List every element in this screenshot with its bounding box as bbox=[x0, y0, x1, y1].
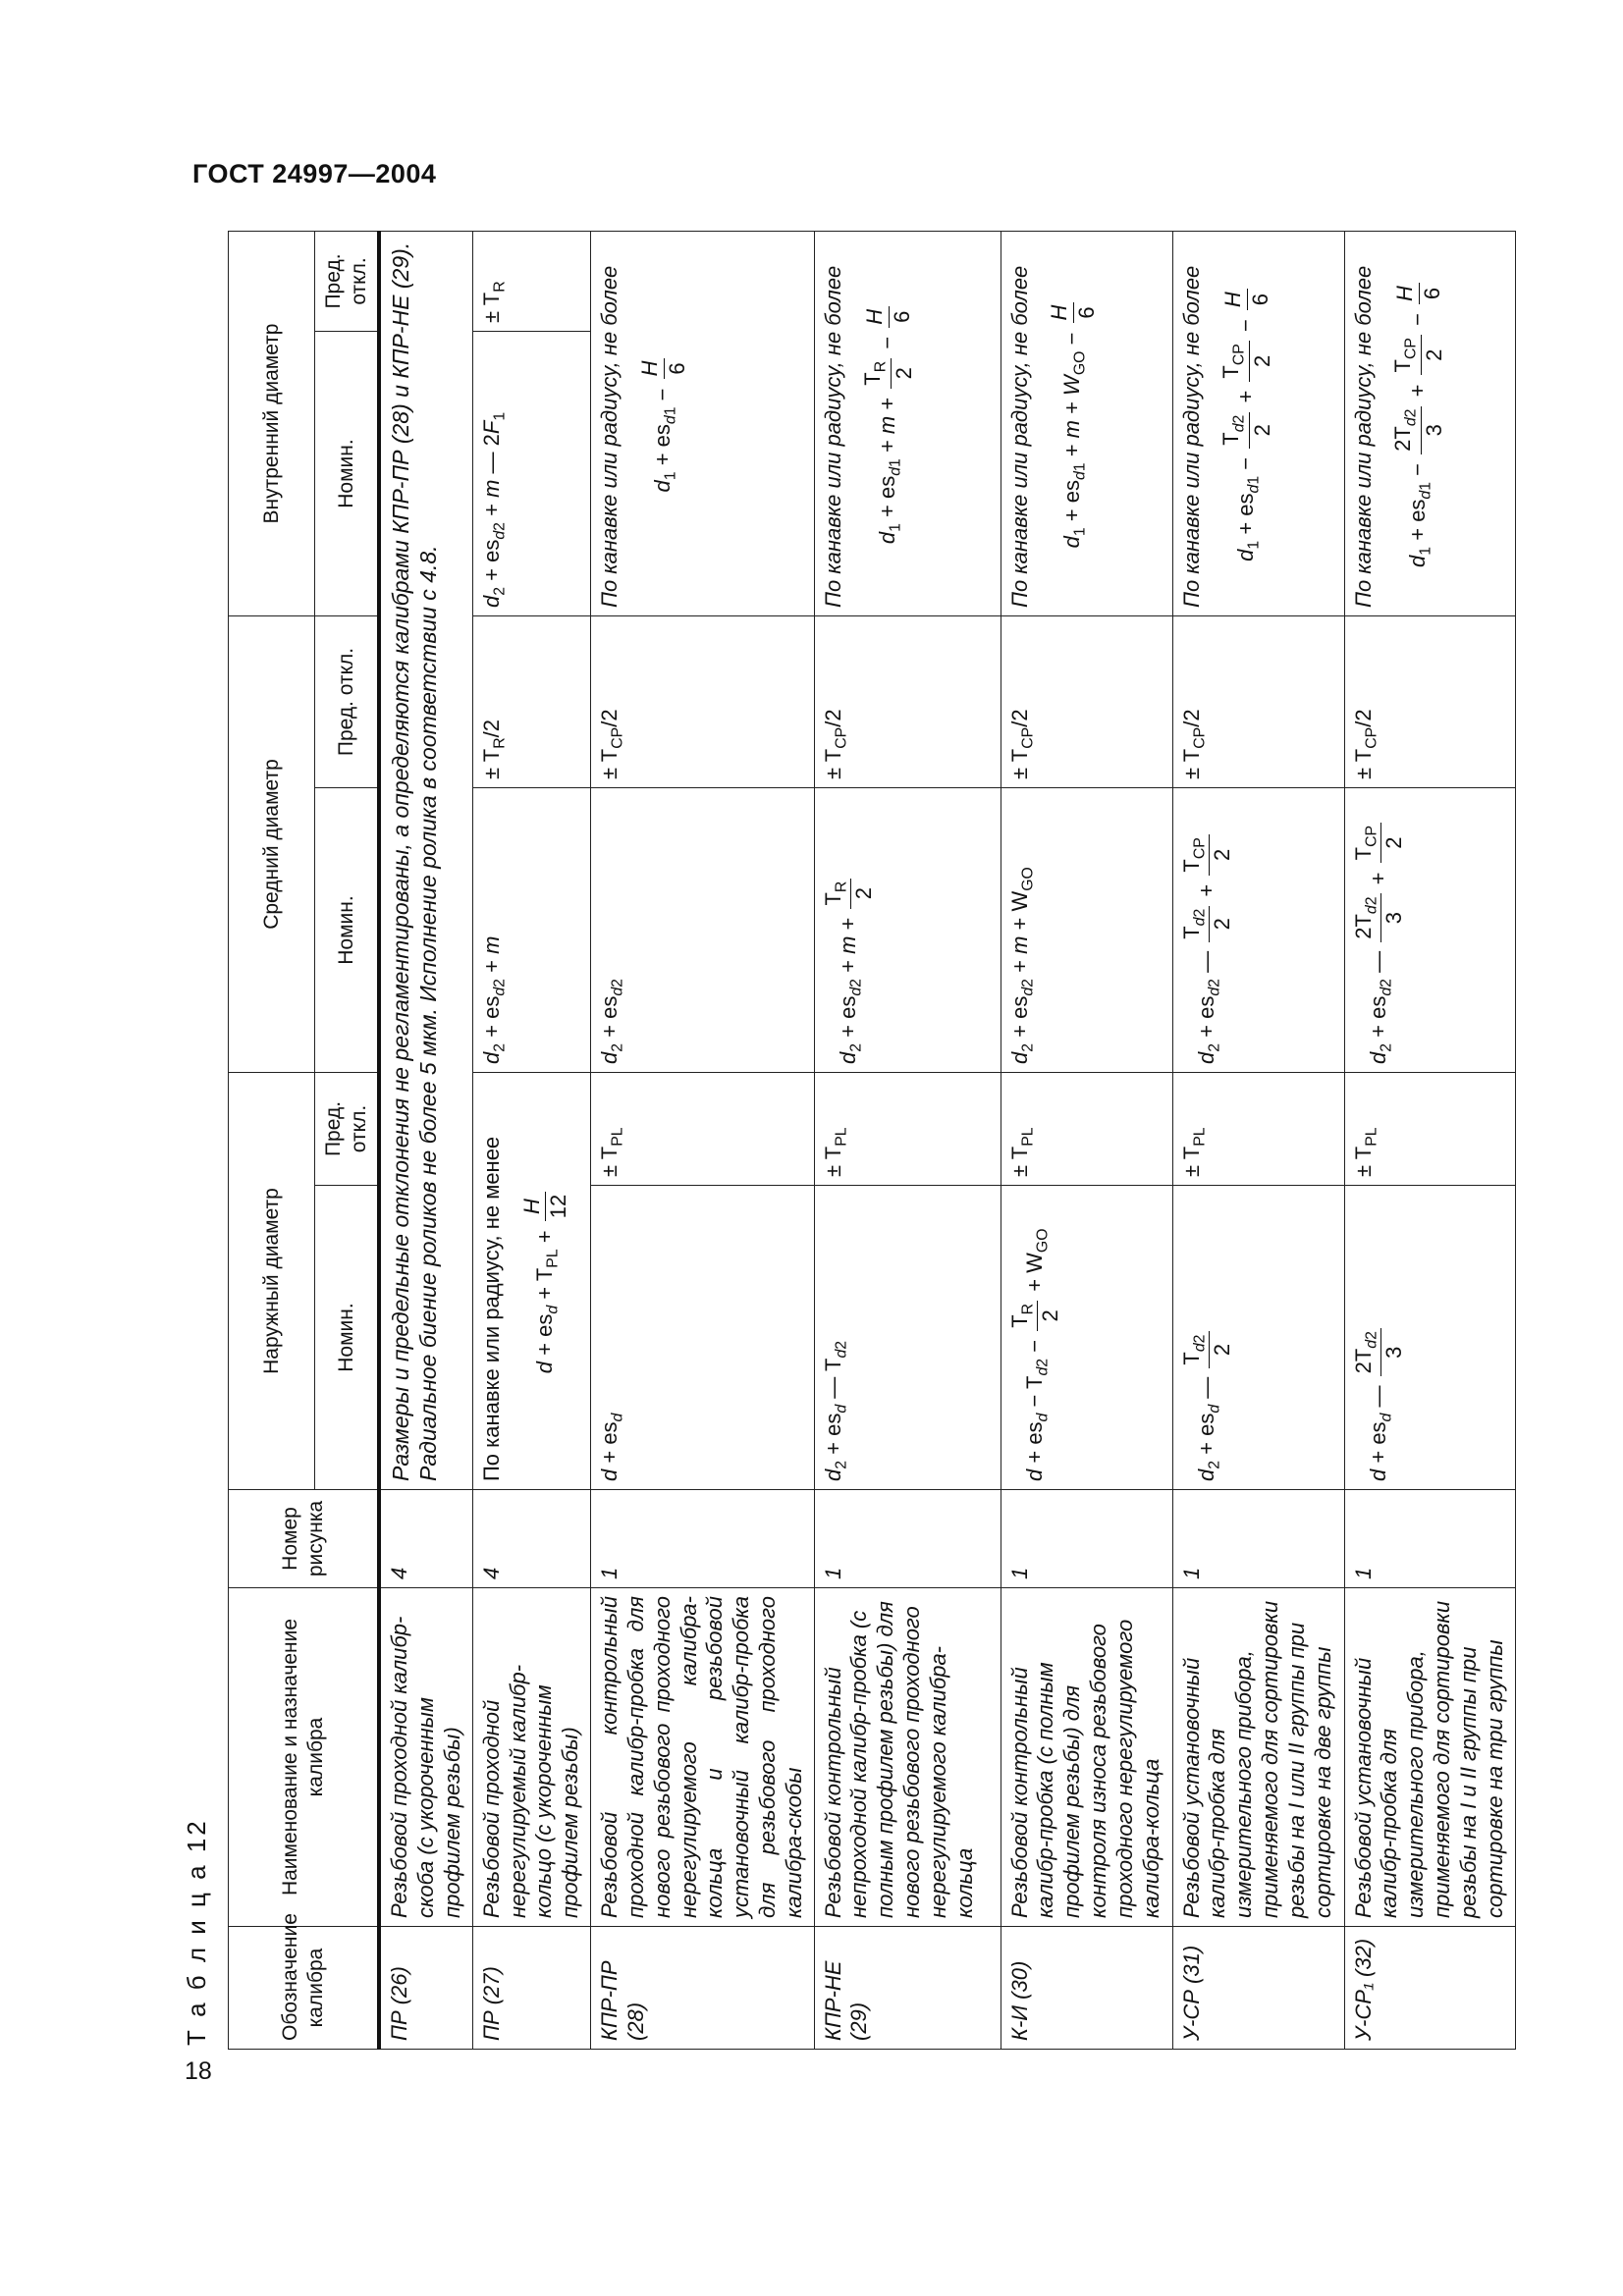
inner-formula: $d_1 + es_{d1}$ − $T_{d2}$ 2 + $T_{CP}$ 2 − H 6 bbox=[1218, 240, 1276, 608]
cell-mid-dev: ± $T_{CP}/2$ bbox=[1344, 616, 1515, 788]
cell-figure: 1 bbox=[814, 1490, 1001, 1588]
cell-outer-nom: $d + es_d$ bbox=[591, 1186, 815, 1490]
table-label: Т а б л и ц а 12 bbox=[182, 1818, 211, 2046]
cell-name: Резьбовой проходной нерегулируемый калибр-кольцо (с укороченным профилем резьбы) bbox=[472, 1588, 590, 1927]
cell-mid-dev: ± $T_{CP}/2$ bbox=[591, 616, 815, 788]
rotated-table-container bbox=[228, 232, 1507, 2050]
cell-outer-nom: $d_2 + es_d$ — $T_{d2}$ 2 bbox=[1172, 1186, 1344, 1490]
cell-outer-dev: ± $T_{PL}$ bbox=[1001, 1073, 1172, 1186]
page-number: 18 bbox=[185, 2057, 212, 2085]
cell-outer-nom: $d + es_d$ — $2T_{d2}$ 3 bbox=[1344, 1186, 1515, 1490]
document-header: ГОСТ 24997—2004 bbox=[192, 159, 437, 188]
col-outer-nom: Номин. bbox=[315, 1186, 380, 1490]
cell-name: Резьбовой контрольный непроходной калибр-пробка (с полным профилем резьбы) для нового резьбового проходного нерегулируемого калибра-кольца bbox=[814, 1588, 1001, 1927]
cell-inner bbox=[1172, 231, 1344, 615]
inner-nom-text: По канавке или радиусу, не более bbox=[820, 265, 845, 608]
table-row bbox=[591, 231, 815, 2049]
cell-code: КПР-НЕ (29) bbox=[814, 1927, 1001, 2050]
calibre-table bbox=[228, 231, 1516, 2050]
cell-name: Резьбовой контрольный проходной калибр-пробка для нового резьбового проходного нерегулируемого калибра-кольца и резьбовой установочный калибр-пробка для резьбового проходного калибра-скобы bbox=[591, 1588, 815, 1927]
cell-name: Резьбовой установочный калибр-пробка для измерительного прибора, применяемого для сортировки резьбы на I и II группы при сортировке на три группы bbox=[1344, 1588, 1515, 1927]
col-outer-dev: Пред. откл. bbox=[315, 1073, 380, 1186]
cell-inner bbox=[1001, 231, 1172, 615]
cell-mid-nom: $d_2 + es_{d2}$ — $2T_{d2}$ 3 + $T_{CP}$ 2 bbox=[1344, 788, 1515, 1073]
cell-figure: 1 bbox=[1001, 1490, 1172, 1588]
cell-figure: 4 bbox=[379, 1490, 472, 1588]
col-inner-nom: Номин. bbox=[315, 332, 380, 616]
table-row bbox=[814, 231, 1001, 2049]
cell-mid-dev: ± $T_{CP}/2$ bbox=[1001, 616, 1172, 788]
col-middle-nom: Номин. bbox=[315, 788, 380, 1073]
cell-note: Размеры и предельные отклонения не регламентированы, а определяются калибрами КПР-ПР (28) и КПР-НЕ (29). Радиальное биение роликов не более 5 мкм. Исполнение ролика в соответствии с 4.8. bbox=[379, 231, 472, 1489]
table-row bbox=[1344, 231, 1515, 2049]
cell-figure: 1 bbox=[591, 1490, 815, 1588]
col-inner: Внутренний диаметр bbox=[229, 231, 315, 615]
cell-inner bbox=[1344, 231, 1515, 615]
cell-code: У-СР (31) bbox=[1172, 1927, 1344, 2050]
cell-inner bbox=[591, 231, 815, 615]
cell-mid-nom: $d_2 + es_{d2} + m$ bbox=[472, 788, 590, 1073]
col-designation: Обозначение калибра bbox=[229, 1927, 380, 2050]
cell-outer-nom: $d + es_d - T_{d2}$ − $T_R$ 2 + $W_{GO}$ bbox=[1001, 1186, 1172, 1490]
cell-figure: 4 bbox=[472, 1490, 590, 1588]
cell-figure: 1 bbox=[1172, 1490, 1344, 1588]
col-inner-dev: Пред. откл. bbox=[315, 231, 380, 331]
cell-name: Резьбовой проходной калибр-скоба (с укороченным профилем резьбы) bbox=[379, 1588, 472, 1927]
col-middle: Средний диаметр bbox=[229, 616, 315, 1073]
table-row bbox=[379, 231, 472, 2049]
cell-code: ПР (27) bbox=[472, 1927, 590, 2050]
table-row bbox=[1001, 231, 1172, 2049]
cell-outer bbox=[472, 1073, 590, 1490]
cell-code: КПР-ПР (28) bbox=[591, 1927, 815, 2050]
cell-figure: 1 bbox=[1344, 1490, 1515, 1588]
cell-outer-nom: $d_2 + es_d$ — $T_{d2}$ bbox=[814, 1186, 1001, 1490]
inner-formula: $d_1 + es_{d1}$ − H 6 bbox=[637, 240, 691, 608]
inner-nom-text: По канавке или радиусу, не более bbox=[1350, 265, 1376, 608]
table-row bbox=[472, 231, 590, 2049]
cell-mid-dev: ± $T_R/2$ bbox=[472, 616, 590, 788]
col-figure: Номер рисунка bbox=[229, 1490, 380, 1588]
cell-code: К-И (30) bbox=[1001, 1927, 1172, 2050]
cell-name: Резьбовой установочный калибр-пробка для измерительного прибора, применяемого для сортировки резьбы на I или II группы при сортировке на две группы bbox=[1172, 1588, 1344, 1927]
cell-outer-dev: ± $T_{PL}$ bbox=[1344, 1073, 1515, 1186]
cell-name: Резьбовой контрольный калибр-пробка (с полным профилем резьбы) для контроля износа резьбового проходного нерегулируемого калибра-кольца bbox=[1001, 1588, 1172, 1927]
outer-nom-text: По канавке или радиусу, не менее bbox=[478, 1136, 504, 1481]
inner-nom-text: По канавке или радиусу, не более bbox=[597, 265, 622, 608]
inner-nom-text: По канавке или радиусу, не более bbox=[1006, 265, 1032, 608]
inner-formula: $d_1 + es_{d1} + m$ + $T_R$ 2 − H 6 bbox=[860, 240, 918, 608]
cell-in-nom: $d_2 + es_{d2} + m$ — $2F_1$ bbox=[472, 332, 590, 616]
cell-code: ПР (26) bbox=[379, 1927, 472, 2050]
cell-inner bbox=[814, 231, 1001, 615]
cell-outer-dev: ± $T_{PL}$ bbox=[1172, 1073, 1344, 1186]
outer-formula: $d + es_d + T_{PL}$ + H 12 bbox=[519, 1081, 573, 1481]
col-outer: Наружный диаметр bbox=[229, 1073, 315, 1490]
cell-code: У-СР₁ (32) bbox=[1344, 1927, 1515, 2050]
table-row bbox=[1172, 231, 1344, 2049]
cell-mid-dev: ± $T_{CP}/2$ bbox=[1172, 616, 1344, 788]
cell-mid-nom: $d_2 + es_{d2}$ bbox=[591, 788, 815, 1073]
cell-mid-nom: $d_2 + es_{d2}$ — $T_{d2}$ 2 + $T_{CP}$ 2 bbox=[1172, 788, 1344, 1073]
cell-mid-nom: $d_2 + es_{d2} + m + W_{GO}$ bbox=[1001, 788, 1172, 1073]
cell-mid-nom: $d_2 + es_{d2} + m$ + $T_R$ 2 bbox=[814, 788, 1001, 1073]
cell-in-dev: ± $T_R$ bbox=[472, 231, 590, 331]
inner-formula: $d_1 + es_{d1} + m + W_{GO}$ − H 6 bbox=[1047, 240, 1101, 608]
col-middle-dev: Пред. откл. bbox=[315, 616, 380, 788]
cell-outer-dev: ± $T_{PL}$ bbox=[591, 1073, 815, 1186]
col-name: Наименование и назначение калибра bbox=[229, 1588, 380, 1927]
inner-formula: $d_1 + es_{d1}$ − $2T_{d2}$ 3 + $T_{CP}$ 2 − H 6 bbox=[1390, 240, 1448, 608]
cell-outer-dev: ± $T_{PL}$ bbox=[814, 1073, 1001, 1186]
cell-mid-dev: ± $T_{CP}/2$ bbox=[814, 616, 1001, 788]
inner-nom-text: По канавке или радиусу, не более bbox=[1178, 265, 1204, 608]
